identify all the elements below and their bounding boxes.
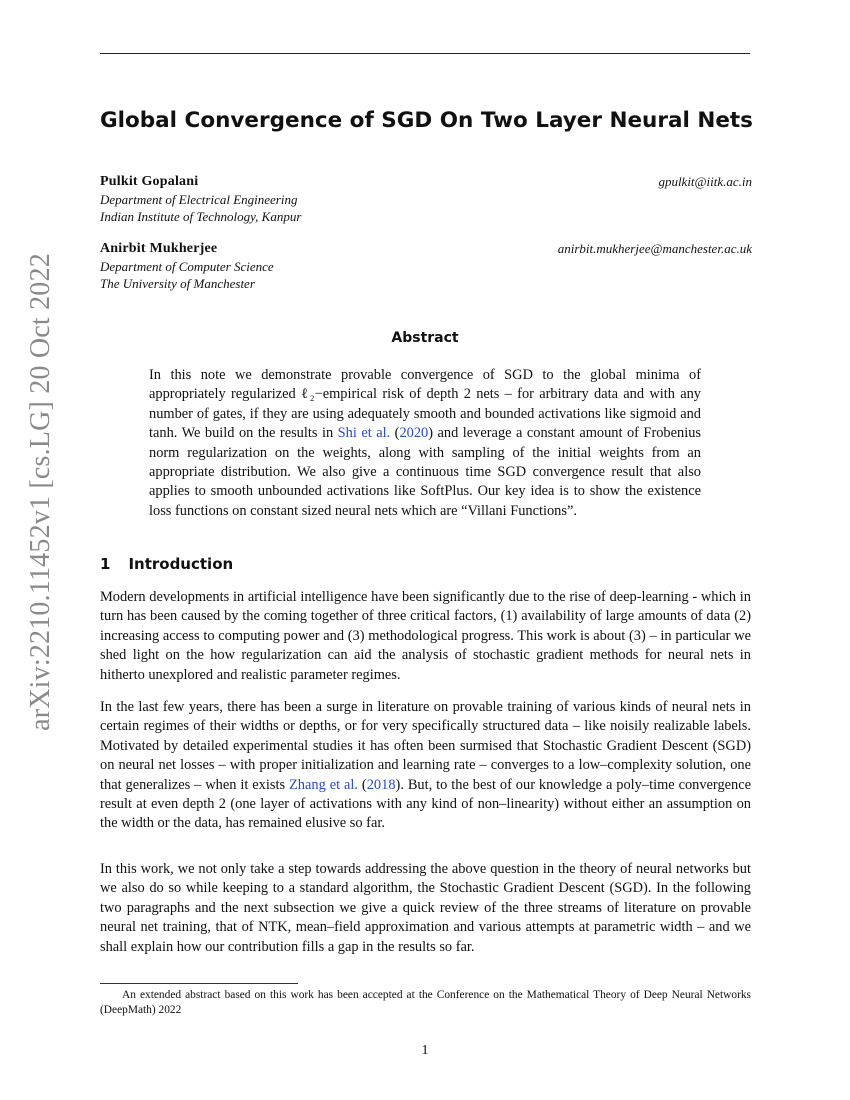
- paragraph-3: In this work, we not only take a step towards addressing the above question in the theory of neural networks but we also do so while keeping to a standard algorithm, the Stochastic Gradient Descent (SGD). In the following two paragraphs and the next subsection we give a quick review of the three streams of literature on provable neural net training, that of NTK, mean–field approximation and various attempts at parametric width – and we shall explain how our contribution fills a gap in the results so far.: [100, 861, 751, 955]
- paragraph-text: . But, to the best of our knowledge a poly–time convergence result at even depth 2 (one layer of activations with any kind of non–linearity) without either an assumption on the width or the data, has remained elusive so far.: [100, 776, 752, 832]
- citation-paren: ): [395, 776, 401, 793]
- author-name: Anirbit Mukherjee: [100, 241, 218, 256]
- citation-year-link[interactable]: 2018: [366, 776, 396, 793]
- arxiv-identifier-text: arXiv:2210.11452v1 [cs.LG] 20 Oct 2022: [25, 253, 56, 731]
- paragraph-text: In the last few years, there has been a surge in literature on provable training of various kinds of neural nets in certain regimes of their widths or depths, or for very specifically structured data – like noisily realizable labels. Motivated by detailed experimental studies it has often been surmised that Stochastic Gradient Descent (SGD) on neural net losses – with proper initialization and learning rate – converges to a low–complexity solution, one that generalizes – when it exists: [100, 699, 751, 793]
- abstract-body: [149, 366, 701, 521]
- paragraph-2: [100, 698, 751, 834]
- citation-paren: (: [390, 425, 400, 442]
- citation-year-link[interactable]: 2020: [399, 425, 429, 442]
- footnote: An extended abstract based on this work has been accepted at the Conference on the Mathematical Theory of Deep Neural Networks (DeepMath) 2022: [100, 989, 751, 1016]
- author-affiliation-department: Department of Computer Science: [100, 258, 274, 274]
- author-affiliation-institution: Indian Institute of Technology, Kanpur: [100, 209, 302, 224]
- citation-link-zhang[interactable]: Zhang et al.: [289, 776, 358, 793]
- author-affiliation-institution: The University of Manchester: [100, 276, 255, 291]
- footnote-rule: [100, 983, 298, 984]
- section-title: Introduction: [128, 555, 234, 573]
- abstract-heading: Abstract: [391, 330, 459, 346]
- section-number: 1: [100, 555, 111, 573]
- citation-paren: ): [428, 425, 434, 442]
- author-name: Pulkit Gopalani: [100, 174, 199, 189]
- abstract-text: In this note we demonstrate provable convergence of SGD to the global minima of appropriately regularized ℓ₂−empirical risk of depth 2 nets – for arbitrary data and with any number of gates, if they are using adequately smooth and bounded activations like sigmoid and tanh. We build on the results in: [149, 367, 701, 442]
- page-number: 1: [421, 1043, 429, 1058]
- paper-title: Global Convergence of SGD On Two Layer Neural Nets: [100, 108, 753, 133]
- author-block-2: [100, 240, 752, 293]
- paragraph-1: Modern developments in artificial intelligence have been significantly due to the rise of deep-learning - which in turn has been caused by the coming together of three critical factors, (1) availability of large amounts of data (2) increasing access to computing power and (3) methodological progress. This work is about (3) – in particular we shed light on the how regularization can aid the analysis of stochastic gradient methods for neural nets in hitherto unexplored and realistic parameter regimes.: [100, 589, 751, 683]
- abstract-text: and leverage a constant amount of Frobenius norm regularization on the weights, along with sampling of the initial weights from an appropriate distribution. We also give a continuous time SGD convergence result that also applies to smooth unbounded activations like SoftPlus. Our key idea is to show the existence loss functions on constant sized neural nets which are “Villani Functions”.: [149, 425, 701, 519]
- author-affiliation-department: Department of Electrical Engineering: [100, 191, 298, 207]
- author-email: gpulkit@iitk.ac.in: [658, 174, 752, 189]
- author-block-1: [100, 173, 752, 226]
- section-heading: [100, 555, 233, 573]
- header-rule: [100, 53, 750, 54]
- author-email: anirbit.mukherjee@manchester.ac.uk: [557, 241, 752, 256]
- citation-link-shi[interactable]: Shi et al.: [337, 425, 391, 442]
- citation-paren: (: [358, 776, 367, 793]
